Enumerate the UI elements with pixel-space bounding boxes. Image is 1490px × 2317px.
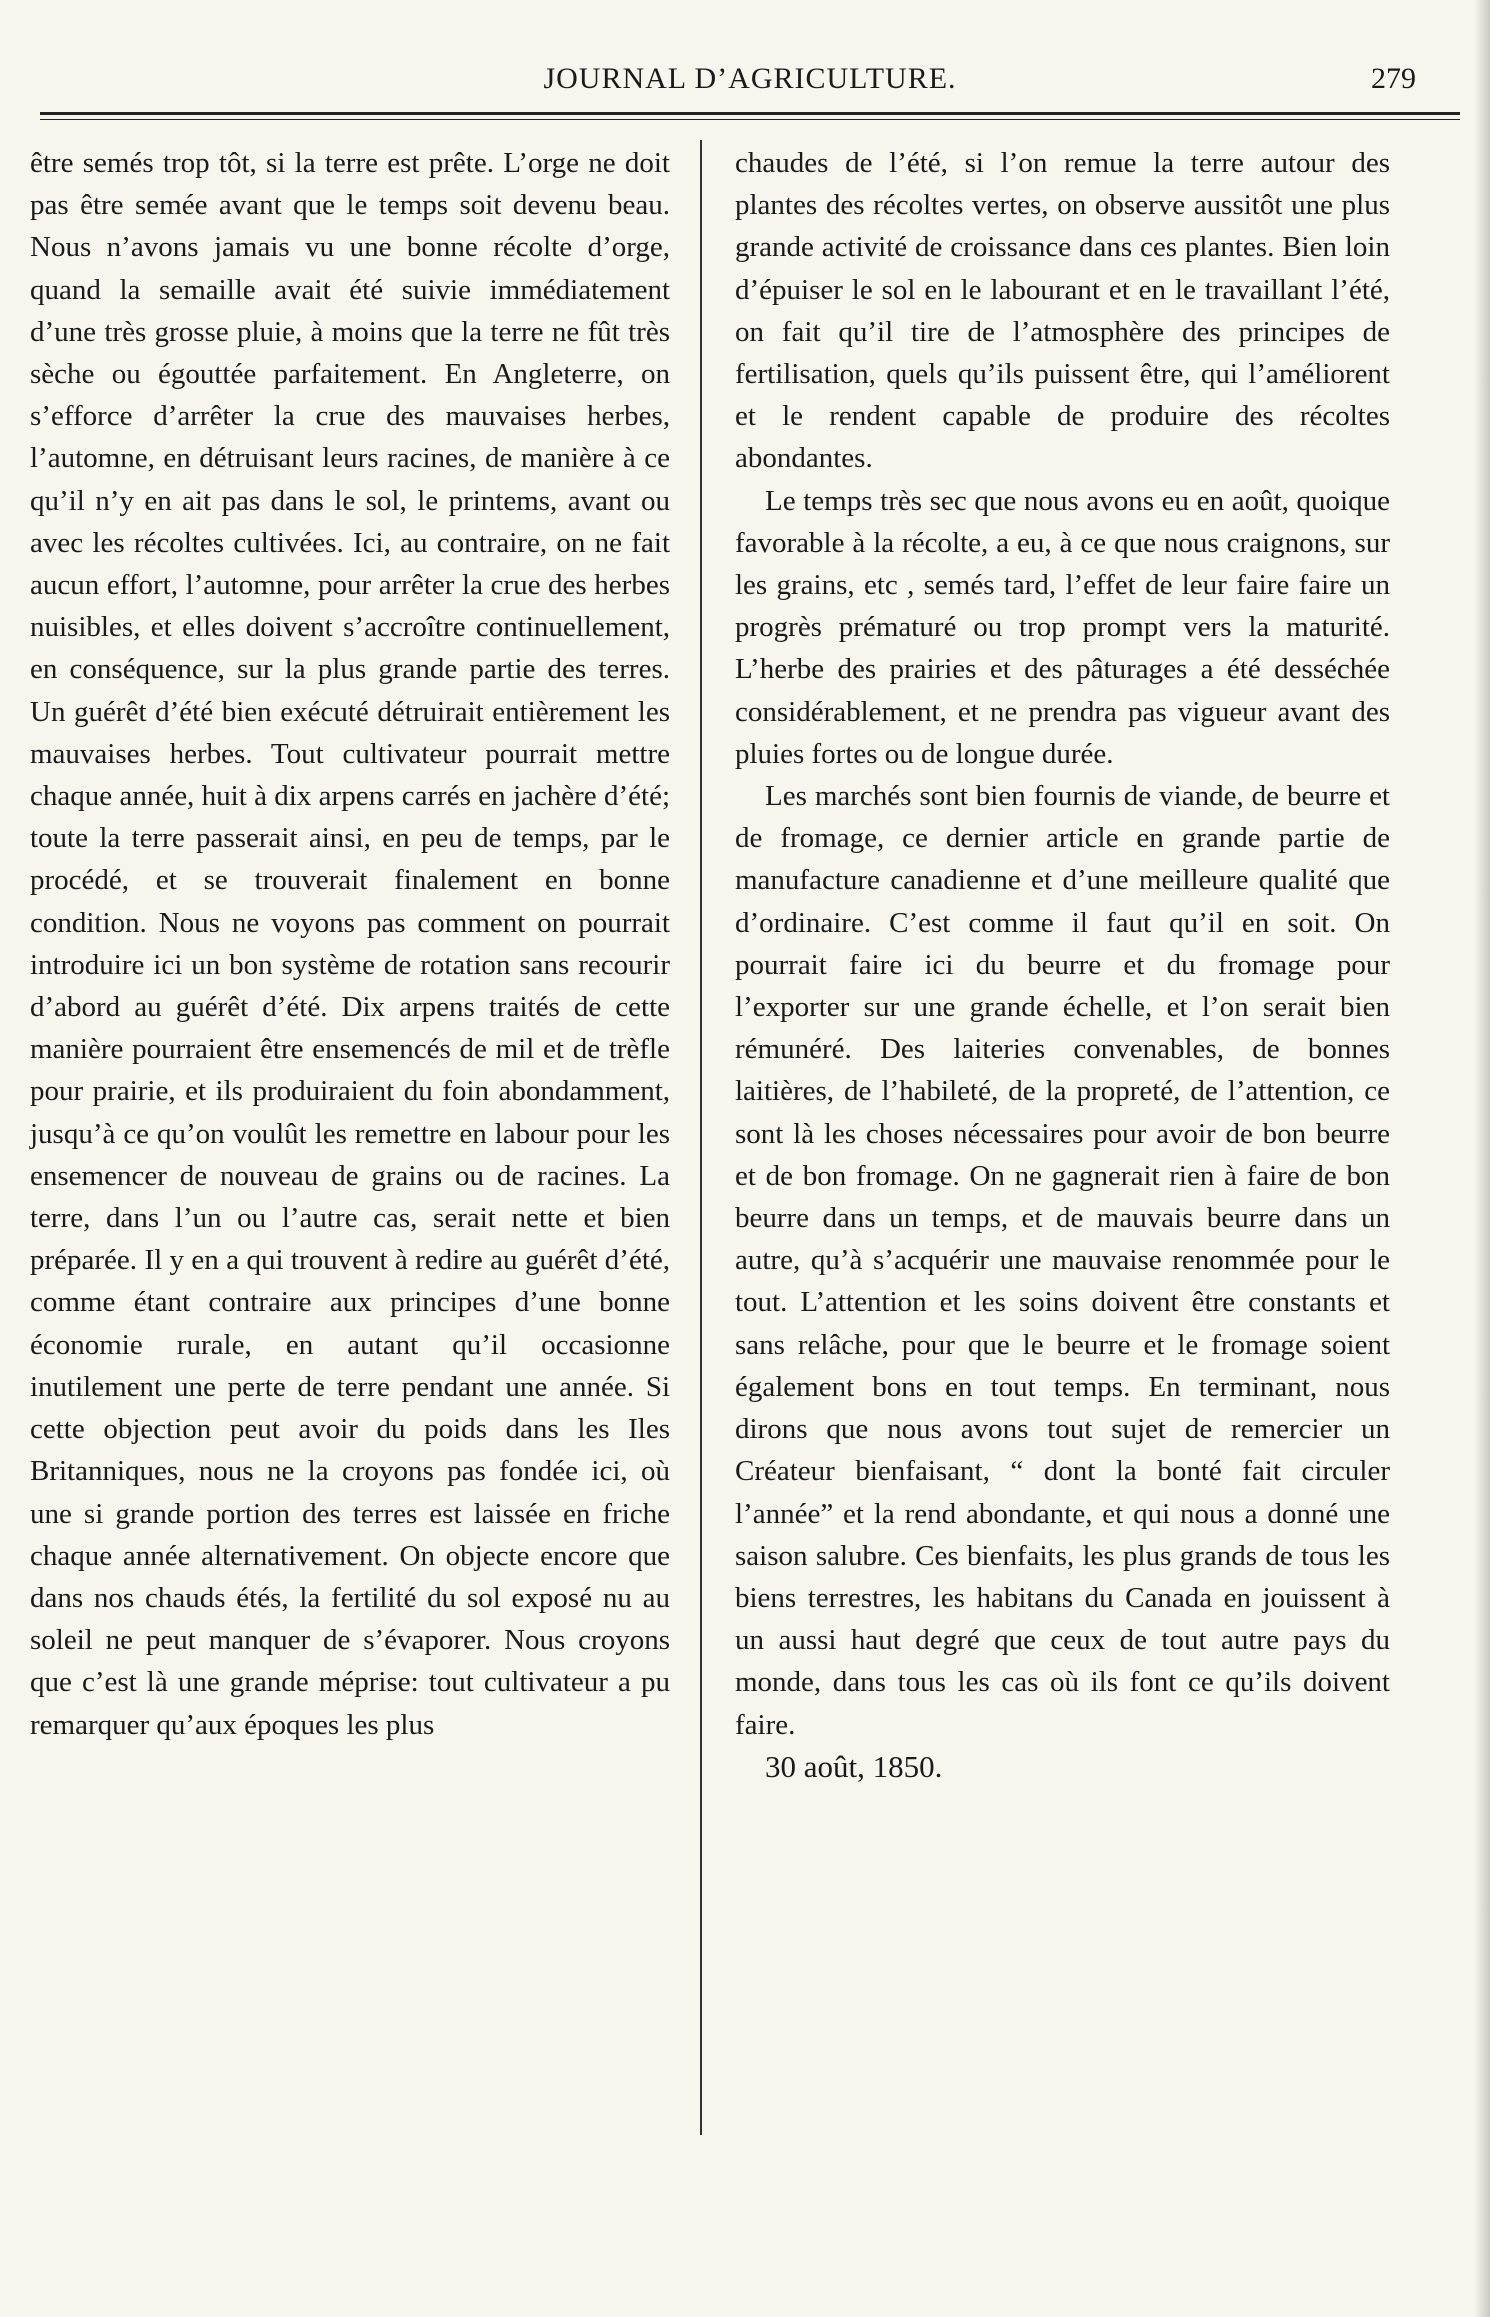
journal-title: JOURNAL D’AGRICULTURE.	[543, 62, 957, 95]
page-edge-shadow	[1474, 0, 1490, 2317]
left-column	[30, 142, 670, 1746]
page-header	[40, 62, 1460, 112]
header-rule-thick	[40, 112, 1460, 115]
dateline: 30 août, 1850.	[765, 1748, 943, 1784]
right-column	[735, 142, 1390, 1788]
right-paragraph-1: chaudes de l’été, si l’on remue la terre autour des plantes des récoltes vertes, on observe aussitôt une plus grande activité de croissance dans ces plantes. Bien loin d’épuiser le sol en le labourant et en le travaillant l’été, on fait qu’il tire de l’atmosphère des principes de fertilisation, quels qu’ils puissent être, qui l’améliorent et le rendent capable de produire des récoltes abondantes.	[735, 147, 1390, 475]
column-divider	[700, 140, 702, 2135]
right-paragraph-3: Les marchés sont bien fournis de viande, de beurre et de fromage, ce dernier article en grande partie de manufacture canadienne et d’une meilleure qualité que d’ordinaire. C’est comme il faut qu’il en soit. On pourrait faire ici du beurre et du fromage pour l’exporter sur une grande échelle, et l’on serait bien rémunéré. Des laiteries convenables, de bonnes laitières, de l’habileté, de la propreté, de l’attention, ce sont là les choses nécessaires pour avoir de bon beurre et de bon fromage. On ne gagnerait rien à faire de bon beurre dans un temps, et de mauvais beurre dans un autre, qu’à s’acquérir une mauvaise renommée pour le tout. L’attention et les soins doivent être constants et sans relâche, pour que le beurre et le fromage soient également bons en tout temps. En terminant, nous dirons que nous avons tout sujet de remercier un Créateur bienfaisant, “ dont la bonté fait circuler l’année” et la rend abondante, et qui nous a donné une saison salubre. Ces bienfaits, les plus grands de tous les biens terrestres, les habitans du Canada en jouissent à un aussi haut degré que ceux de tout autre pays du monde, dans tous les cas où ils font ce qu’ils doivent faire.	[735, 780, 1390, 1741]
page-number: 279	[1371, 62, 1416, 95]
header-rule-thin	[40, 119, 1460, 120]
left-paragraph-1: être semés trop tôt, si la terre est prête. L’orge ne doit pas être semée avant que le temps soit devenu beau. Nous n’avons jamais vu une bonne récolte d’orge, quand la semaille avait été suivie immédiatement d’une très grosse pluie, à moins que la terre ne fût très sèche ou égouttée parfaitement. En Angleterre, on s’efforce d’arrêter la crue des mauvaises herbes, l’automne, en détruisant leurs racines, de manière à ce qu’il n’y en ait pas dans le sol, le printems, avant ou avec les récoltes cultivées. Ici, au contraire, on ne fait aucun effort, l’automne, pour arrêter la crue des herbes nuisibles, et elles doivent s’accroître continuellement, en conséquence, sur la plus grande partie des terres. Un guérêt d’été bien exécuté détruirait entièrement les mauvaises herbes. Tout cultivateur pourrait mettre chaque année, huit à dix arpens carrés en jachère d’été; toute la terre passerait ainsi, en peu de temps, par le procédé, et se trouverait finalement en bonne condition. Nous ne voyons pas comment on pourrait introduire ici un bon système de rotation sans recourir d’abord au guérêt d’été. Dix arpens traités de cette manière pourraient être ensemencés de mil et de trèfle pour prairie, et ils produiraient du foin abondamment, jusqu’à ce qu’on voulût les remettre en labour pour les ensemencer de nouveau de grains ou de racines. La terre, dans l’un ou l’autre cas, serait nette et bien préparée. Il y en a qui trouvent à redire au guérêt d’été, comme étant contraire aux principes d’une bonne économie rurale, en autant qu’il occasionne inutilement une perte de terre pendant une année. Si cette objection peut avoir du poids dans les Iles Britanniques, nous ne la croyons pas fondée ici, où une si grande portion des terres est laissée en friche chaque année alternativement. On objecte encore que dans nos chauds étés, la fertilité du sol exposé nu au soleil ne peut manquer de s’évaporer. Nous croyons que c’est là une grande méprise: tout cultivateur a pu remarquer qu’aux époques les plus	[30, 147, 670, 1741]
right-paragraph-2: Le temps très sec que nous avons eu en août, quoique favorable à la récolte, a eu, à ce que nous craignons, sur les grains, etc , semés tard, l’effet de leur faire faire un progrès prématuré ou trop prompt vers la maturité. L’herbe des prairies et des pâturages a été desséchée considérablement, et ne prendra pas vigueur avant des pluies fortes ou de longue durée.	[735, 484, 1390, 770]
